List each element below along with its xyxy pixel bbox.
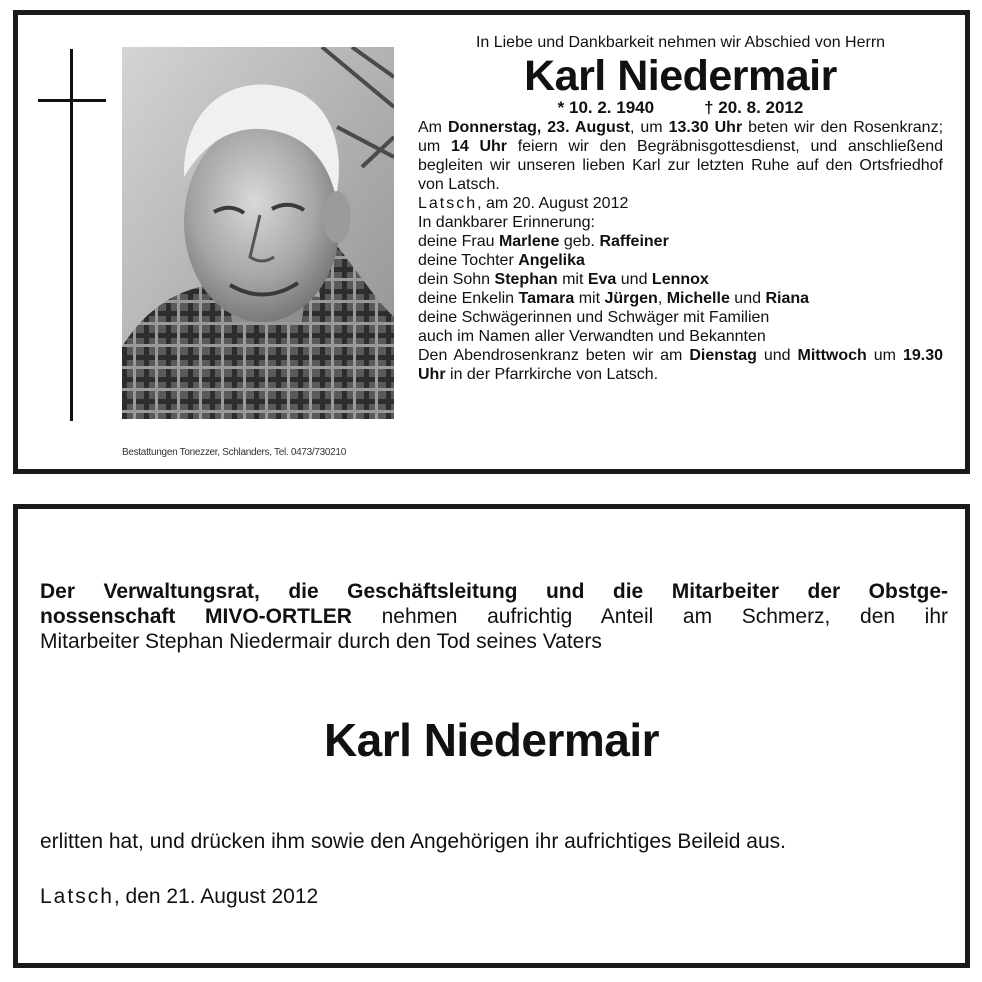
family-grandchildren: deine Enkelin Tamara mit Jürgen, Michelle und Riana xyxy=(418,290,810,307)
death-date: † 20. 8. 2012 xyxy=(704,98,804,117)
undertaker-credit: Bestattungen Tonezzer, Schlanders, Tel. 0473/730210 xyxy=(122,447,346,458)
life-dates xyxy=(418,98,943,118)
deceased-name: Karl Niedermair xyxy=(524,52,837,100)
family-relatives: auch im Namen aller Verwandten und Bekannten xyxy=(418,328,766,345)
place-date: Latsch, am 20. August 2012 xyxy=(418,195,629,212)
obituary-notice xyxy=(13,10,970,474)
condolence-line-1: Der Verwaltungsrat, die Geschäftsleitung und die Mitarbeiter der Obstge- xyxy=(40,580,948,603)
family-list xyxy=(418,232,943,346)
family-daughter: deine Tochter Angelika xyxy=(418,252,585,269)
deceased-name: Karl Niedermair xyxy=(323,714,660,766)
family-wife: deine Frau Marlene geb. Raffeiner xyxy=(418,233,669,250)
family-inlaws: deine Schwägerinnen und Schwäger mit Familien xyxy=(418,309,770,326)
obituary-text xyxy=(418,33,943,384)
funeral-info: Am Donnerstag, 23. August, um 13.30 Uhr beten wir den Rosenkranz; um 14 Uhr feiern wir den Begräbnisgottesdienst, und anschließend begleiten wir unseren lieben Karl zur letzten Ruhe auf den Ortsfriedhof von Latsch. xyxy=(418,119,944,193)
birth-date: * 10. 2. 1940 xyxy=(557,98,655,117)
family-son: dein Sohn Stephan mit Eva und Lennox xyxy=(418,271,709,288)
condolence-closing: erlitten hat, und drücken ihm sowie den Angehörigen ihr aufrichtiges Beileid aus. xyxy=(40,830,786,853)
condolence-intro xyxy=(40,579,948,654)
condolence-line-2: nossenschaft MIVO-ORTLER nehmen aufrichtig Anteil am Schmerz, den ihr xyxy=(40,605,948,628)
condolence-notice xyxy=(13,504,970,968)
condolence-line-3: Mitarbeiter Stephan Niedermair durch den Tod seines Vaters xyxy=(40,630,602,653)
intro-line: In Liebe und Dankbarkeit nehmen wir Abschied von Herrn xyxy=(475,34,886,51)
place-date: Latsch, den 21. August 2012 xyxy=(40,885,319,908)
evening-rosary-info: Den Abendrosenkranz beten wir am Dienstag und Mittwoch um 19.30 Uhr in der Pfarrkirche von Latsch. xyxy=(418,347,943,383)
portrait-photo xyxy=(122,47,394,419)
memory-line: In dankbarer Erinnerung: xyxy=(418,214,595,231)
